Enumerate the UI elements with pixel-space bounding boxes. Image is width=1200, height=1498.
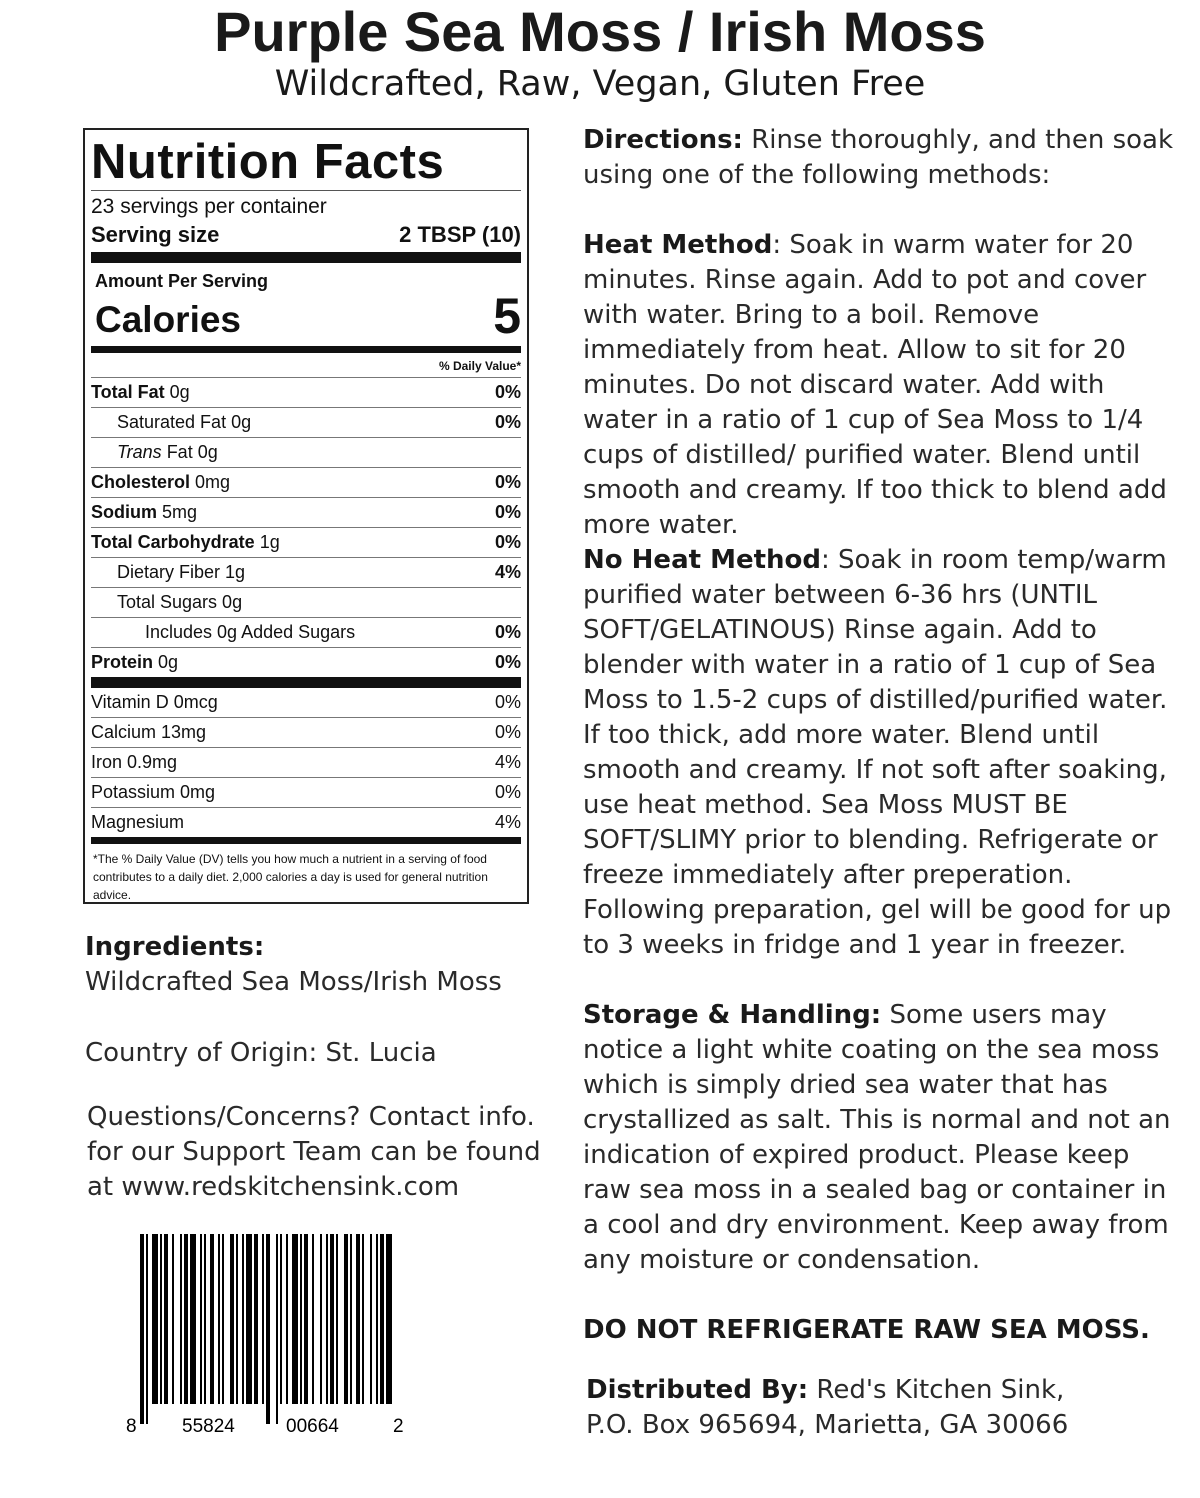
vitamin-row: Iron 0.9mg 4% [91, 747, 521, 777]
barcode-bar [180, 1234, 182, 1404]
barcode-bar [286, 1234, 288, 1404]
calories-row [91, 288, 521, 344]
barcode-bar [350, 1234, 352, 1404]
barcode-bar [300, 1234, 302, 1404]
calories-value: 5 [493, 288, 521, 344]
amount-per-serving: Amount Per Serving [95, 271, 269, 291]
barcode-bar [370, 1234, 372, 1404]
serving-size-label: Serving size [91, 222, 220, 247]
storage-text: Some users may notice a light white coating on the sea moss which is simply dried sea water that has crystallized as salt. This is normal and not an indication of expired product. Please keep raw sea moss in a sealed bag or container in a cool and dry environment. Keep away from any moisture or condensation. [583, 1000, 1171, 1275]
nutrient-row: Cholesterol 0mg 0% [91, 467, 521, 497]
heat-method-label: Heat Method [583, 230, 773, 260]
barcode-bar [336, 1234, 338, 1404]
storage-label: Storage & Handling: [583, 1000, 882, 1030]
distributor-address: P.O. Box 965694, Marietta, GA 30066 [586, 1410, 1069, 1440]
barcode-bar [184, 1234, 188, 1404]
daily-value-footnote: *The % Daily Value (DV) tells you how much a nutrient in a serving of food contributes to a daily diet. 2,000 calories a day is used for general nutrition advice. [93, 852, 488, 902]
barcode-digit: 8 [126, 1416, 137, 1437]
barcode [120, 1230, 410, 1440]
nutrient-row: Protein 0g 0% [91, 647, 521, 677]
nutrition-facts-heading: Nutrition Facts [91, 135, 445, 189]
barcode-bar [172, 1234, 174, 1404]
barcode-bar [386, 1234, 392, 1404]
barcode-bar [190, 1234, 196, 1404]
barcode-bar [362, 1234, 364, 1404]
barcode-bar [330, 1234, 334, 1404]
vitamin-row: Calcium 13mg 0% [91, 717, 521, 747]
barcode-bar [140, 1234, 144, 1424]
vitamin-row: Potassium 0mg 0% [91, 777, 521, 807]
nutrient-row: Saturated Fat 0g 0% [91, 407, 521, 437]
storage-handling [583, 998, 1183, 1278]
barcode-bar [242, 1234, 244, 1404]
nutrient-row: Sodium 5mg 0% [91, 497, 521, 527]
nutrient-row: Total Sugars 0g [91, 587, 521, 617]
thick-divider [91, 252, 521, 263]
barcode-bar [304, 1234, 308, 1404]
ingredients-label: Ingredients: [85, 932, 265, 962]
nutrient-row: Includes 0g Added Sugars 0% [91, 617, 521, 647]
serving-size [91, 221, 521, 249]
header [0, 0, 1200, 106]
nutrition-facts-panel [83, 128, 529, 904]
vitamin-row: Magnesium 4% [91, 807, 521, 837]
refrigeration-warning: DO NOT REFRIGERATE RAW SEA MOSS. [583, 1315, 1150, 1345]
ingredients-text: Wildcrafted Sea Moss/Irish Moss [85, 967, 502, 997]
barcode-bar [222, 1234, 224, 1404]
serving-size-value: 2 TBSP (10) [399, 222, 521, 247]
barcode-bar [320, 1234, 322, 1404]
thick-divider [91, 677, 521, 688]
nutrient-row: Dietary Fiber 1g 4% [91, 557, 521, 587]
barcode-bar [326, 1234, 328, 1404]
no-heat-method-label: No Heat Method [583, 545, 822, 575]
daily-value-header: % Daily Value* [438, 359, 521, 373]
barcode-bar [356, 1234, 360, 1404]
medium-divider [91, 837, 521, 844]
distributor-label: Distributed By: [586, 1375, 809, 1405]
barcode-digits: 00664 [286, 1416, 339, 1437]
barcode-bar [246, 1234, 252, 1404]
directions-text: Rinse thoroughly, and then soak using one of the following methods: [583, 125, 1174, 190]
barcode-bar [230, 1234, 234, 1404]
barcode-bar [266, 1234, 270, 1424]
barcode-bar [204, 1234, 206, 1404]
barcode-bar [254, 1234, 258, 1404]
heat-method-text: : Soak in warm water for 20 minutes. Rinse again. Add to pot and cover with water. Bring to a boil. Remove immediately from heat. Allow to sit for 20 minutes. Do not discard water. Add with water in a ratio of 1 cup of Sea Moss to 1/4 cups of distilled/ purified water. Blend until smooth and creamy. If too thick to blend add more water. [583, 230, 1167, 540]
product-title: Purple Sea Moss / Irish Moss [214, 0, 986, 63]
barcode-bar [218, 1234, 220, 1404]
barcode-bar [164, 1234, 168, 1404]
barcode-bar [200, 1234, 202, 1404]
barcode-bar [376, 1234, 378, 1404]
nutrient-row: Total Carbohydrate 1g 0% [91, 527, 521, 557]
distributor-name: Red's Kitchen Sink, [808, 1375, 1065, 1405]
calories-label: Calories [95, 299, 242, 340]
barcode-bar [312, 1234, 314, 1404]
barcode-bar [152, 1234, 158, 1404]
vitamins-section [91, 688, 521, 837]
directions-label: Directions: [583, 125, 743, 155]
barcode-bar [380, 1234, 384, 1404]
barcode-bar [236, 1234, 238, 1404]
ingredients [85, 930, 565, 1000]
barcode-digit: 2 [393, 1416, 404, 1437]
barcode-bar [280, 1234, 282, 1404]
barcode-bar [160, 1234, 162, 1404]
barcode-bar [146, 1234, 148, 1424]
product-subtitle: Wildcrafted, Raw, Vegan, Gluten Free [274, 64, 926, 104]
medium-divider [91, 346, 521, 353]
directions [583, 123, 1183, 193]
nutrient-row: Trans Fat 0g [91, 437, 521, 467]
barcode-bar [262, 1234, 264, 1404]
country-of-origin: Country of Origin: St. Lucia [85, 1038, 437, 1068]
vitamin-row: Vitamin D 0mcg 0% [91, 692, 521, 712]
heat-method [583, 228, 1183, 543]
barcode-bar [210, 1234, 214, 1404]
support-contact: Questions/Concerns? Contact info. for our Support Team can be found at www.redskitchensink.com [87, 1102, 541, 1202]
servings-per-container: 23 servings per container [91, 195, 327, 218]
barcode-bar [344, 1234, 348, 1404]
no-heat-method [583, 543, 1183, 963]
nutrient-row: Total Fat 0g 0% [91, 377, 521, 407]
barcode-bar [276, 1234, 278, 1424]
barcode-bar [292, 1234, 298, 1404]
barcode-digits: 55824 [182, 1416, 235, 1437]
distributor [586, 1373, 1186, 1443]
no-heat-method-text: : Soak in room temp/warm purified water between 6-36 hrs (UNTIL SOFT/GELATINOUS) Rinse again. Add to blender with water in a ratio of 1 cup of Sea Moss to 1.5-2 cups of distilled/purified water. If too thick, add more water. Blend until smooth and creamy. If not soft after soaking, use heat method. Sea Moss MUST BE SOFT/SLIMY prior to blending. Refrigerate or freeze immediately after preperation. Following preparation, gel will be good for up to 3 weeks in fridge and 1 year in freezer. [583, 545, 1172, 960]
